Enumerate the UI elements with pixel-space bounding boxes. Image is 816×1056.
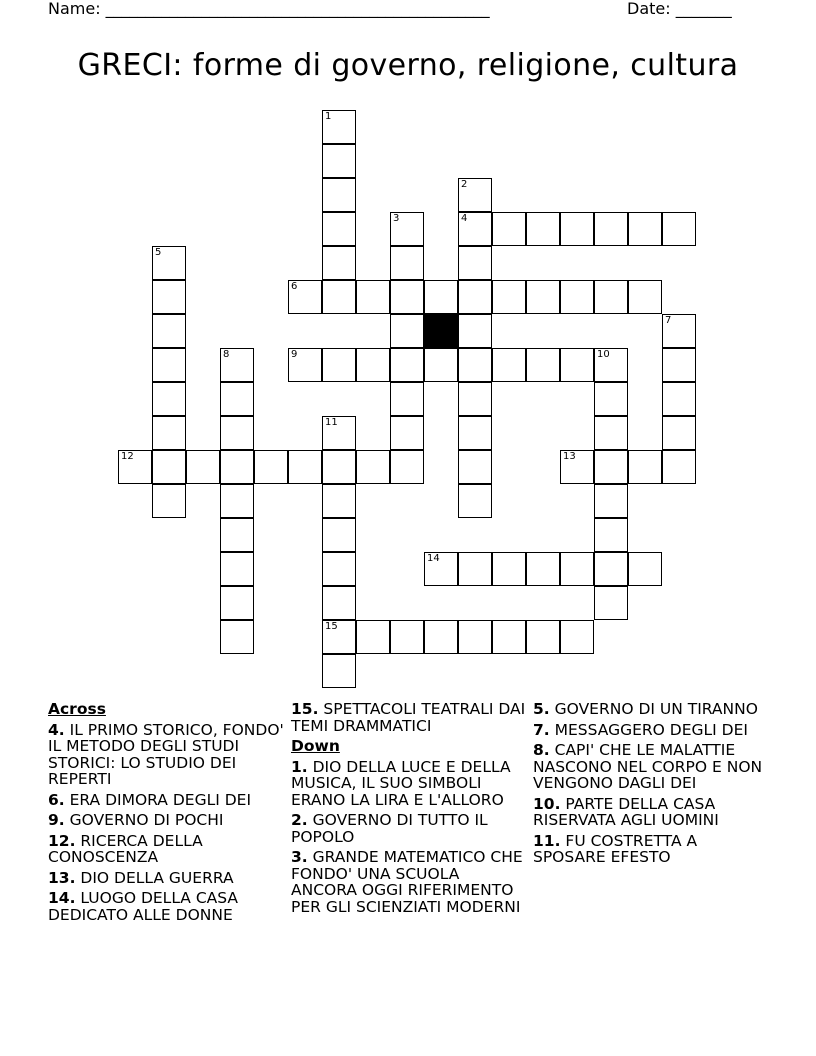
grid-cell[interactable] <box>662 450 696 484</box>
grid-cell[interactable] <box>560 348 594 382</box>
grid-cell[interactable] <box>390 348 424 382</box>
grid-cell[interactable] <box>152 246 186 280</box>
clue-down-2: 2. GOVERNO DI TUTTO IL POPOLO <box>291 811 488 846</box>
grid-cell[interactable] <box>356 348 390 382</box>
clue-number: 2 <box>461 179 468 190</box>
grid-cell[interactable] <box>322 144 356 178</box>
clue-number: 11 <box>325 417 338 428</box>
grid-cell[interactable] <box>322 654 356 688</box>
grid-cell[interactable] <box>458 552 492 586</box>
grid-cell[interactable] <box>458 416 492 450</box>
grid-cell[interactable] <box>458 620 492 654</box>
grid-cell[interactable] <box>628 552 662 586</box>
grid-cell[interactable] <box>560 620 594 654</box>
clue-down-11: 11. FU COSTRETTA A SPOSARE EFESTO <box>533 831 698 866</box>
grid-cell[interactable] <box>526 552 560 586</box>
clue-across-14: 14. LUOGO DELLA CASA DEDICATO ALLE DONNE <box>48 889 238 924</box>
grid-cell[interactable] <box>594 212 628 246</box>
grid-cell[interactable] <box>458 484 492 518</box>
grid-cell[interactable] <box>288 348 322 382</box>
grid-cell[interactable] <box>458 314 492 348</box>
grid-cell[interactable] <box>458 450 492 484</box>
grid-cell[interactable] <box>424 280 458 314</box>
grid-cell[interactable] <box>288 450 322 484</box>
grid-cell[interactable] <box>526 620 560 654</box>
clue-column-1 <box>48 701 286 927</box>
grid-cell[interactable] <box>662 382 696 416</box>
grid-cell[interactable] <box>390 246 424 280</box>
grid-cell[interactable] <box>322 518 356 552</box>
grid-cell[interactable] <box>594 382 628 416</box>
clue-down-10: 10. PARTE DELLA CASA RISERVATA AGLI UOMINI <box>533 794 719 829</box>
grid-cell[interactable] <box>492 552 526 586</box>
across-heading: Across <box>48 700 106 718</box>
grid-cell[interactable] <box>594 484 628 518</box>
grid-cell[interactable] <box>118 450 152 484</box>
grid-cell[interactable] <box>594 518 628 552</box>
clue-down-8: 8. CAPI' CHE LE MALATTIE NASCONO NEL CORPO E NON VENGONO DAGLI DEI <box>533 741 763 792</box>
grid-cell[interactable] <box>662 314 696 348</box>
grid-cell[interactable] <box>220 586 254 620</box>
grid-cell[interactable] <box>492 280 526 314</box>
grid-cell[interactable] <box>322 212 356 246</box>
grid-cell[interactable] <box>152 416 186 450</box>
grid-cell[interactable] <box>594 586 628 620</box>
grid-cell[interactable] <box>356 620 390 654</box>
grid-cell[interactable] <box>390 620 424 654</box>
clue-down-5: 5. GOVERNO DI UN TIRANNO <box>533 700 758 718</box>
grid-cell[interactable] <box>424 552 458 586</box>
clue-number: 14 <box>427 553 440 564</box>
grid-cell[interactable] <box>322 246 356 280</box>
grid-cell[interactable] <box>458 348 492 382</box>
grid-cell[interactable] <box>526 280 560 314</box>
clue-across-4: 4. IL PRIMO STORICO, FONDO' IL METODO DEGLI STUDI STORICI: LO STUDIO DEI REPERTI <box>48 720 284 788</box>
grid-cell[interactable] <box>220 416 254 450</box>
grid-cell[interactable] <box>390 382 424 416</box>
clue-number: 5 <box>155 247 162 258</box>
grid-cell[interactable] <box>390 314 424 348</box>
grid-cell[interactable] <box>220 348 254 382</box>
clue-column-2 <box>291 701 529 919</box>
grid-cell[interactable] <box>526 212 560 246</box>
grid-cell[interactable] <box>322 178 356 212</box>
grid-cell[interactable] <box>424 620 458 654</box>
clue-across-12: 12. RICERCA DELLA CONOSCENZA <box>48 831 203 866</box>
clue-number: 4 <box>461 213 468 224</box>
down-heading: Down <box>291 737 340 755</box>
grid-cell[interactable] <box>356 450 390 484</box>
clue-number: 7 <box>665 315 672 326</box>
black-cell <box>424 314 458 348</box>
clue-across-13: 13. DIO DELLA GUERRA <box>48 868 234 887</box>
grid-cell[interactable] <box>322 110 356 144</box>
clue-across-6: 6. ERA DIMORA DEGLI DEI <box>48 790 252 809</box>
grid-cell[interactable] <box>152 314 186 348</box>
grid-cell[interactable] <box>220 620 254 654</box>
date-field[interactable]: Date: _______ <box>627 0 732 18</box>
clue-number: 12 <box>121 451 134 462</box>
grid-cell[interactable] <box>322 586 356 620</box>
grid-cell[interactable] <box>220 552 254 586</box>
grid-cell[interactable] <box>390 212 424 246</box>
clue-number: 1 <box>325 111 332 122</box>
grid-cell[interactable] <box>186 450 220 484</box>
grid-cell[interactable] <box>594 416 628 450</box>
grid-cell[interactable] <box>322 280 356 314</box>
clue-number: 6 <box>291 281 298 292</box>
grid-cell[interactable] <box>424 348 458 382</box>
name-field[interactable]: Name: ________________________________________________ <box>48 0 490 18</box>
grid-cell[interactable] <box>220 450 254 484</box>
grid-cell[interactable] <box>322 348 356 382</box>
grid-cell[interactable] <box>152 280 186 314</box>
grid-cell[interactable] <box>560 552 594 586</box>
grid-cell[interactable] <box>594 348 628 382</box>
clue-down-7: 7. MESSAGGERO DEGLI DEI <box>533 720 748 739</box>
clue-across-9: 9. GOVERNO DI POCHI <box>48 811 224 829</box>
grid-cell[interactable] <box>492 212 526 246</box>
grid-cell[interactable] <box>526 348 560 382</box>
clue-number: 3 <box>393 213 400 224</box>
grid-cell[interactable] <box>322 552 356 586</box>
grid-cell[interactable] <box>220 484 254 518</box>
page-title: GRECI: forme di governo, religione, cultura <box>77 48 739 83</box>
grid-cell[interactable] <box>152 382 186 416</box>
clue-column-3 <box>533 701 771 870</box>
grid-cell[interactable] <box>220 518 254 552</box>
grid-cell[interactable] <box>560 450 594 484</box>
grid-cell[interactable] <box>492 620 526 654</box>
clue-number: 8 <box>223 349 230 360</box>
grid-cell[interactable] <box>628 280 662 314</box>
grid-cell[interactable] <box>492 348 526 382</box>
clue-across-15: 15. SPETTACOLI TEATRALI DAI TEMI DRAMMATICI <box>291 700 526 735</box>
clue-down-3: 3. GRANDE MATEMATICO CHE FONDO' UNA SCUOLA ANCORA OGGI RIFERIMENTO PER GLI SCIENZIATI MODERNI <box>291 848 523 916</box>
grid-cell[interactable] <box>458 178 492 212</box>
grid-cell[interactable] <box>152 450 186 484</box>
grid-cell[interactable] <box>322 450 356 484</box>
grid-cell[interactable] <box>662 416 696 450</box>
grid-cell[interactable] <box>152 348 186 382</box>
grid-cell[interactable] <box>628 212 662 246</box>
grid-cell[interactable] <box>662 212 696 246</box>
grid-cell[interactable] <box>152 484 186 518</box>
grid-cell[interactable] <box>458 280 492 314</box>
grid-cell[interactable] <box>560 212 594 246</box>
grid-cell[interactable] <box>322 416 356 450</box>
grid-cell[interactable] <box>288 280 322 314</box>
grid-cell[interactable] <box>594 450 628 484</box>
grid-cell[interactable] <box>458 246 492 280</box>
clue-number: 9 <box>291 349 298 360</box>
grid-cell[interactable] <box>254 450 288 484</box>
clue-number: 15 <box>325 621 338 632</box>
grid-cell[interactable] <box>390 416 424 450</box>
clue-number: 13 <box>563 451 576 462</box>
clue-number: 10 <box>597 349 610 360</box>
grid-cell[interactable] <box>458 212 492 246</box>
grid-cell[interactable] <box>390 450 424 484</box>
grid-cell[interactable] <box>594 552 628 586</box>
grid-cell[interactable] <box>322 620 356 654</box>
grid-cell[interactable] <box>390 280 424 314</box>
grid-cell[interactable] <box>322 484 356 518</box>
grid-cell[interactable] <box>560 280 594 314</box>
grid-cell[interactable] <box>662 348 696 382</box>
grid-cell[interactable] <box>458 382 492 416</box>
grid-cell[interactable] <box>220 382 254 416</box>
clue-down-1: 1. DIO DELLA LUCE E DELLA MUSICA, IL SUO SIMBOLI ERANO LA LIRA E L'ALLORO <box>291 757 511 809</box>
grid-cell[interactable] <box>628 450 662 484</box>
grid-cell[interactable] <box>594 280 628 314</box>
grid-cell[interactable] <box>356 280 390 314</box>
